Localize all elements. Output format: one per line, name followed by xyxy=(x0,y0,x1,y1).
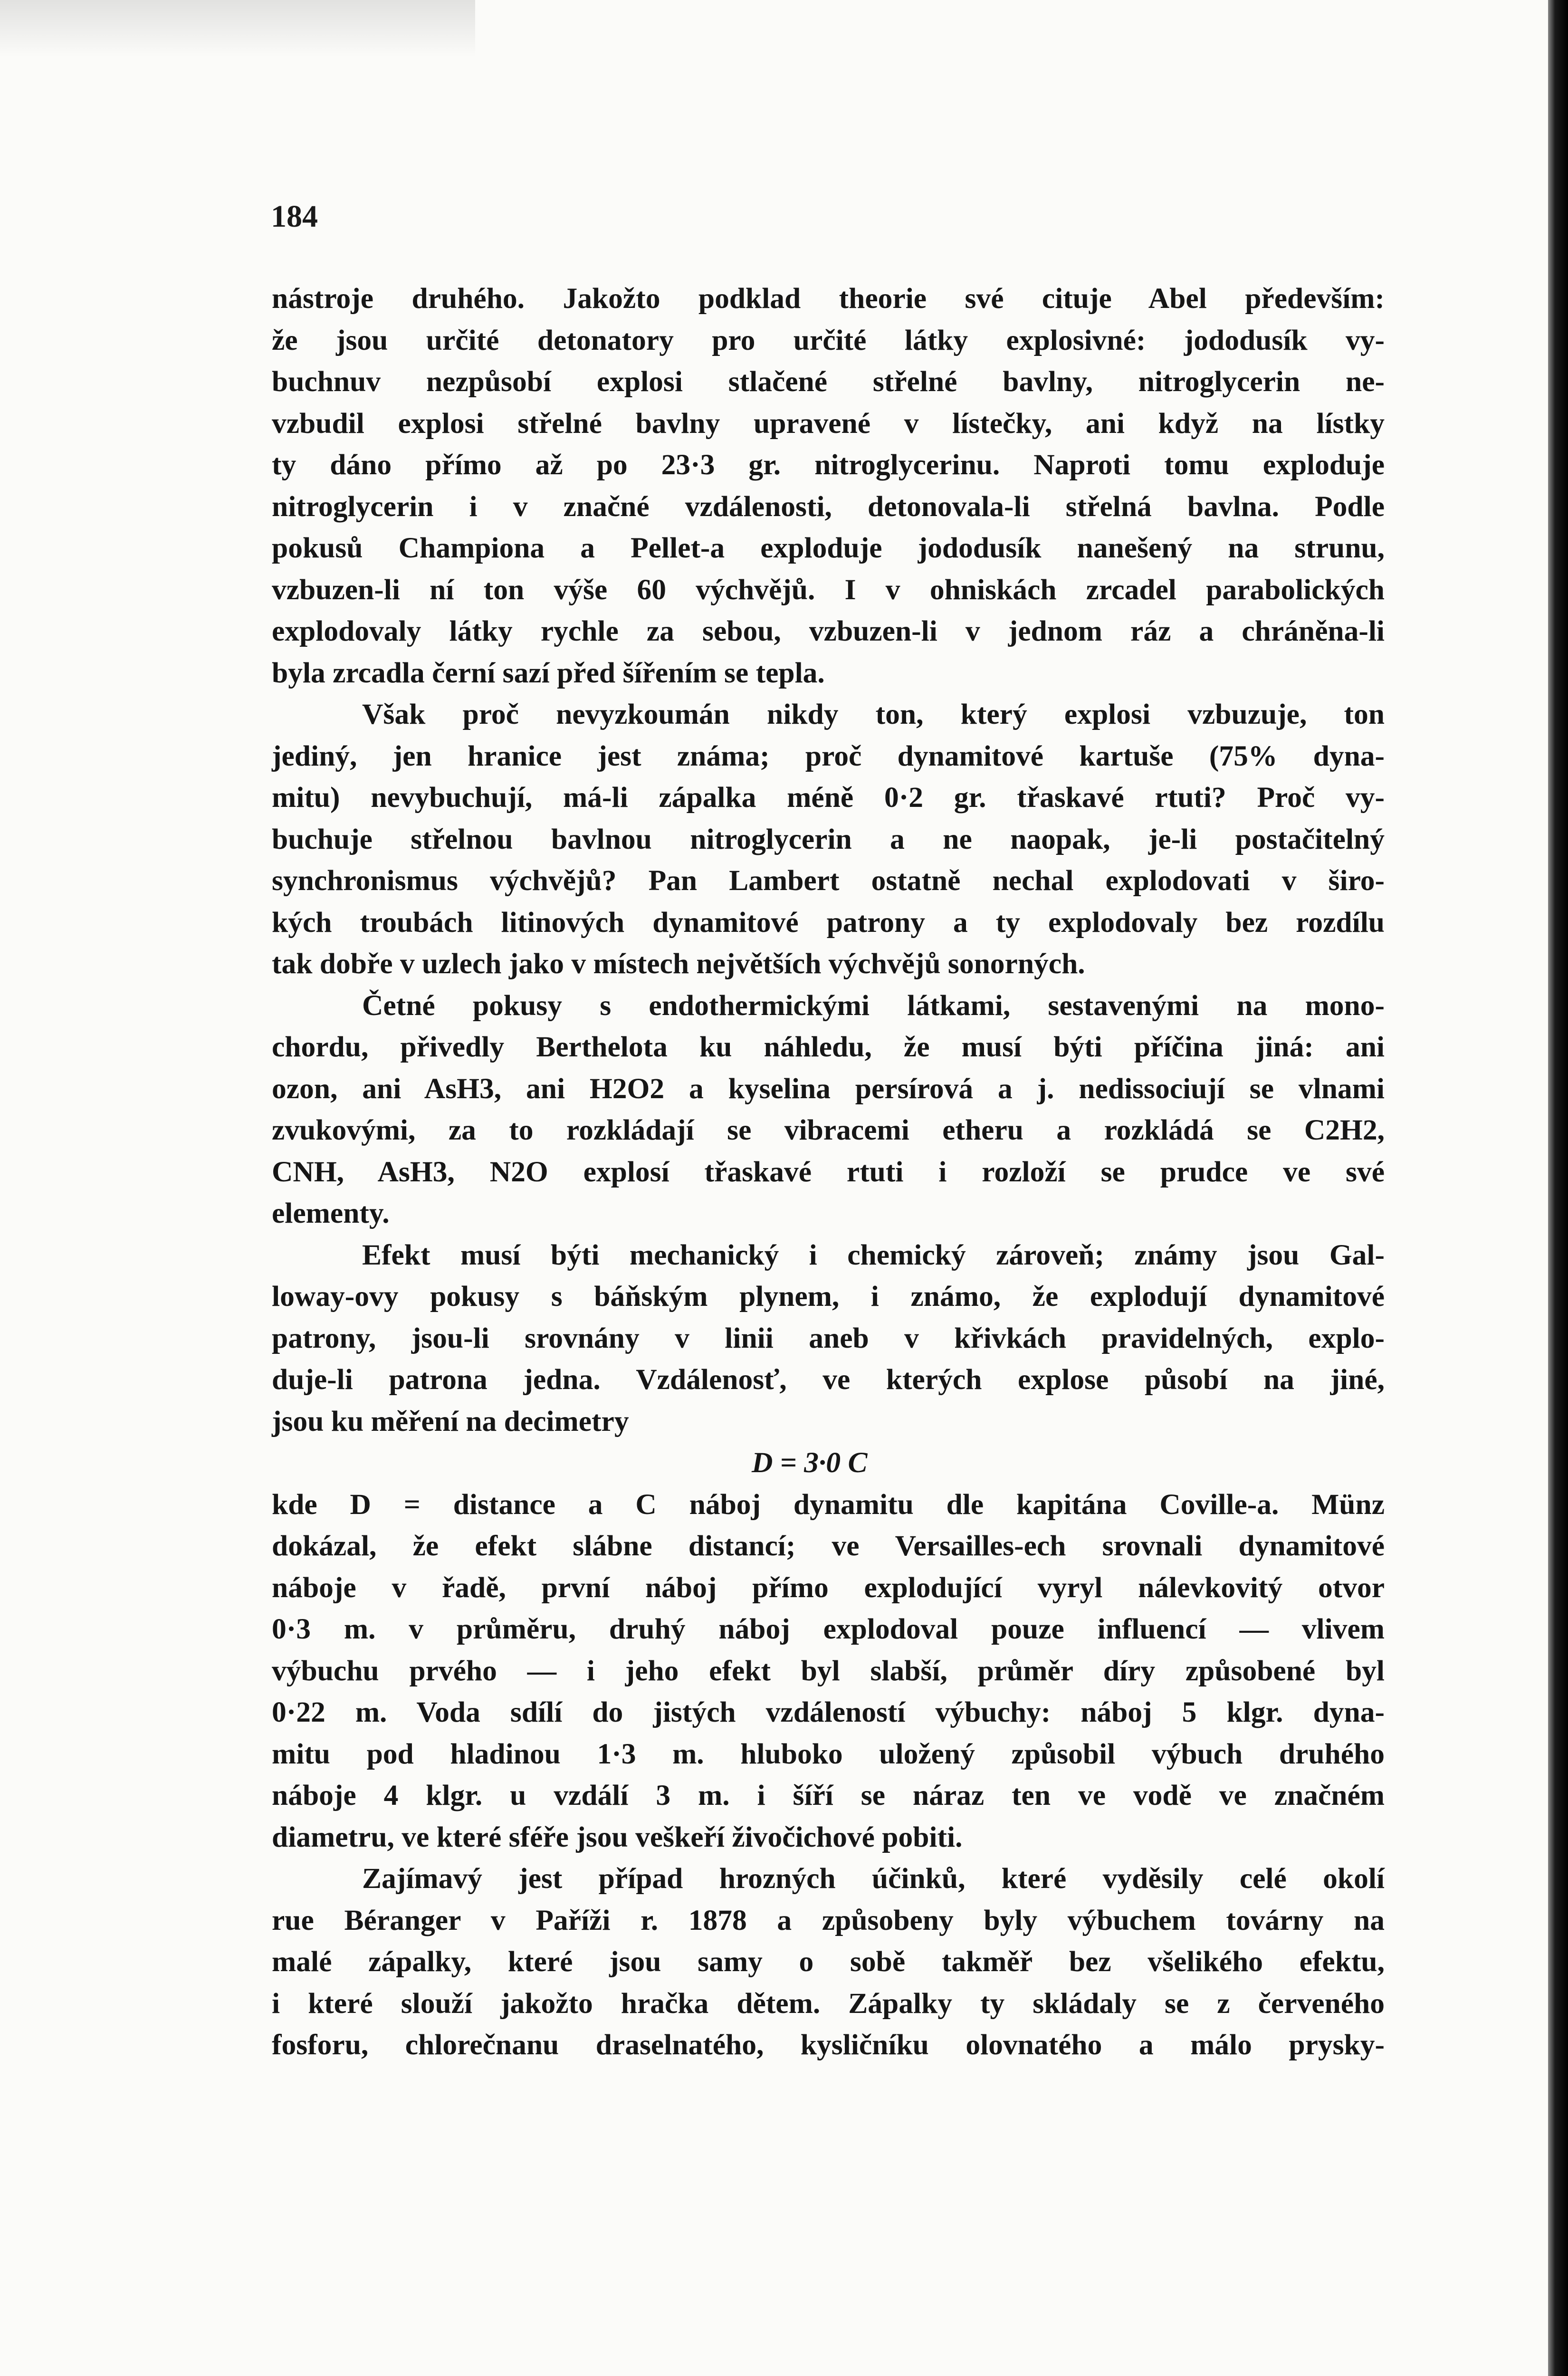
text-line: tak dobře v uzlech jako v místech největších výchvějů sonorných. xyxy=(272,948,1085,980)
text-line: buchnuv nezpůsobí explosi stlačené střelné bavlny, nitroglycerin ne- xyxy=(272,365,1385,398)
text-line: malé zápalky, které jsou samy o sobě takměř bez všelikého efektu, xyxy=(272,1945,1385,1978)
text-line: kých troubách litinových dynamitové patrony a ty explodovaly bez rozdílu xyxy=(272,906,1385,939)
text-line: 0·3 m. v průměru, druhý náboj explodoval pouze influencí — vlivem xyxy=(272,1613,1385,1645)
text-line: elementy. xyxy=(272,1197,390,1229)
text-line: že jsou určité detonatory pro určité látky explosivné: jododusík vy- xyxy=(272,324,1385,356)
text-line: buchuje střelnou bavlnou nitroglycerin a ne naopak, je-li postačitelný xyxy=(272,823,1385,855)
text-line: Efekt musí býti mechanický i chemický zároveň; známy jsou Gal- xyxy=(362,1238,1385,1271)
text-line: nástroje druhého. Jakožto podklad theorie své cituje Abel především: xyxy=(272,282,1385,315)
text-line: byla zrcadla černí sazí před šířením se tepla. xyxy=(272,656,825,689)
text-line: i které slouží jakožto hračka dětem. Zápalky ty skládaly se z červeného xyxy=(272,1987,1385,2020)
text-line: patrony, jsou-li srovnány v linii aneb v křivkách pravidelných, explo- xyxy=(272,1322,1385,1354)
text-line: loway-ovy pokusy s báňským plynem, i známo, že explodují dynamitové xyxy=(272,1280,1385,1313)
text-line: ty dáno přímo až po 23·3 gr. nitroglycerinu. Naproti tomu exploduje xyxy=(272,449,1385,481)
text-line: rue Béranger v Paříži r. 1878 a způsobeny byly výbuchem továrny na xyxy=(272,1904,1385,1936)
text-line: Zajímavý jest případ hrozných účinků, které vyděsily celé okolí xyxy=(362,1862,1385,1895)
formula: D = 3·0 C xyxy=(752,1447,868,1479)
text-line: zvukovými, za to rozkládají se vibracemi etheru a rozkládá se C2H2, xyxy=(272,1114,1385,1146)
text-line: vzbuzen-li ní ton výše 60 výchvějů. I v ohniskách zrcadel parabolických xyxy=(272,573,1385,606)
text-line: synchronismus výchvějů? Pan Lambert ostatně nechal explodovati v širo- xyxy=(272,864,1385,897)
text-line: vzbudil explosi střelné bavlny upravené v lístečky, ani když na lístky xyxy=(272,407,1385,440)
text-line: duje-li patrona jedna. Vzdálenosť, ve kterých explose působí na jiné, xyxy=(272,1363,1385,1396)
text-line: chordu, přivedly Berthelota ku náhledu, že musí býti příčina jiná: ani xyxy=(272,1031,1385,1063)
page-number: 184 xyxy=(271,199,318,234)
text-line: jediný, jen hranice jest známa; proč dynamitové kartuše (75% dyna- xyxy=(272,739,1385,772)
text-line: diametru, ve které sféře jsou veškeří živočichové pobiti. xyxy=(272,1820,963,1853)
text-line: fosforu, chlorečnanu draselnatého, kysličníku olovnatého a málo prysky- xyxy=(272,2029,1385,2061)
text-line: náboje 4 klgr. u vzdálí 3 m. i šíří se náraz ten ve vodě ve značném xyxy=(272,1779,1385,1811)
text-line: náboje v řadě, první náboj přímo explodující vyryl nálevkovitý otvor xyxy=(272,1571,1385,1604)
text-line: mitu) nevybuchují, má-li zápalka méně 0·2 gr. třaskavé rtuti? Proč vy- xyxy=(272,781,1385,814)
text-line: jsou ku měření na decimetry xyxy=(272,1405,629,1437)
text-line: nitroglycerin i v značné vzdálenosti, detonovala-li střelná bavlna. Podle xyxy=(272,490,1385,523)
text-line: mitu pod hladinou 1·3 m. hluboko uložený způsobil výbuch druhého xyxy=(272,1737,1385,1770)
text-line: dokázal, že efekt slábne distancí; ve Versailles-ech srovnali dynamitové xyxy=(272,1530,1385,1562)
body-text xyxy=(272,278,1385,2066)
text-line: CNH, AsH3, N2O explosí třaskavé rtuti i rozloží se prudce ve své xyxy=(272,1155,1385,1188)
text-line: 0·22 m. Voda sdílí do jistých vzdáleností výbuchy: náboj 5 klgr. dyna- xyxy=(272,1696,1385,1728)
text-line: ozon, ani AsH3, ani H2O2 a kyselina persírová a j. nedissociují se vlnami xyxy=(272,1072,1385,1105)
text-line: kde D = distance a C náboj dynamitu dle kapitána Coville-a. Münz xyxy=(272,1488,1385,1521)
text-line: pokusů Championa a Pellet-a exploduje jododusík nanešený na strunu, xyxy=(272,532,1385,564)
scan-smudge xyxy=(0,0,475,57)
text-line: Četné pokusy s endothermickými látkami, sestavenými na mono- xyxy=(362,989,1385,1022)
page-edge-shadow xyxy=(1548,0,1568,2376)
text-line: explodovaly látky rychle za sebou, vzbuzen-li v jednom ráz a chráněna-li xyxy=(272,615,1385,647)
text-line: výbuchu prvého — i jeho efekt byl slabší, průměr díry způsobené byl xyxy=(272,1654,1385,1687)
text-line: Však proč nevyzkoumán nikdy ton, který explosi vzbuzuje, ton xyxy=(362,698,1385,730)
